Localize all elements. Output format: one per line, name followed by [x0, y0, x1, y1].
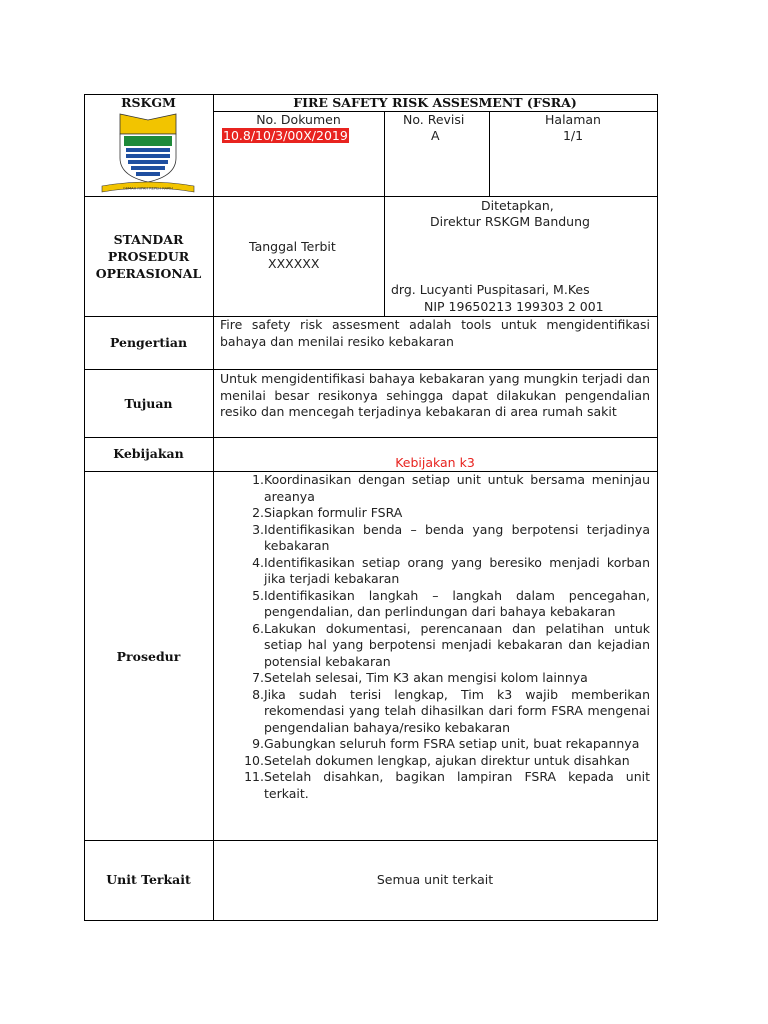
pengertian-label: Pengertian	[109, 335, 188, 350]
pengertian-text: Fire safety risk assesment adalah tools untuk mengidentifikasi bahaya dan menilai resiko kebakaran	[220, 317, 650, 349]
procedure-step-number: 5.	[252, 587, 264, 603]
procedure-step-text: Siapkan formulir FSRA	[264, 505, 403, 520]
issue-date-value: XXXXXX	[268, 256, 320, 271]
approver-nip: NIP 19650213 199303 2 001	[424, 299, 604, 314]
kebijakan-label: Kebijakan	[113, 446, 184, 461]
procedure-step	[220, 769, 650, 802]
unit-text: Semua unit terkait	[376, 872, 494, 887]
procedure-step-number: 2.	[252, 505, 264, 520]
approved-label: Ditetapkan,	[481, 198, 554, 213]
page-value: 1/1	[562, 128, 584, 143]
approver-name: drg. Lucyanti Puspitasari, M.Kes	[391, 282, 590, 297]
procedure-step-text: Identifikasikan langkah – langkah dalam pencegahan, pengendalian, dan perlindungan dari bahaya kebakaran	[264, 587, 650, 619]
kebijakan-text: Kebijakan k3	[395, 455, 475, 470]
procedure-step-text: Setelah selesai, Tim K3 akan mengisi kolom lainnya	[264, 670, 588, 685]
procedure-step-text: Gabungkan seluruh form FSRA setiap unit, buat rekapannya	[264, 736, 640, 751]
procedure-step	[220, 753, 650, 770]
procedure-step-text: Lakukan dokumentasi, perencanaan dan pelatihan untuk setiap hal yang berpotensi menjadi kebakaran dan kejadian potensial kebakaran	[264, 620, 650, 669]
procedure-step	[220, 588, 650, 621]
procedure-step	[220, 555, 650, 588]
procedure-step-number: 7.	[252, 670, 264, 685]
revision-label: No. Revisi	[403, 112, 465, 127]
sop-label-line2: PROSEDUR	[107, 249, 190, 264]
procedure-step-number: 11.	[244, 769, 264, 784]
procedure-step-text: Setelah dokumen lengkap, ajukan direktur untuk disahkan	[264, 752, 630, 768]
page-label: Halaman	[545, 112, 601, 127]
org-name: RSKGM	[121, 95, 176, 110]
procedure-step-number: 9.	[252, 736, 264, 751]
procedure-step-text: Jika sudah terisi lengkap, Tim k3 wajib memberikan rekomendasi yang telah dihasilkan dari form FSRA mengenai pengendalian bahaya/resiko kebakaran	[264, 686, 650, 735]
procedure-step-text: Identifikasikan benda – benda yang berpotensi terjadinya kebakaran	[264, 521, 650, 553]
issue-date-label: Tanggal Terbit	[249, 239, 336, 254]
tujuan-text: Untuk mengidentifikasi bahaya kebakaran yang mungkin terjadi dan menilai besar resikonya sehingga dapat dilakukan pengendalian resiko dan mencegah terjadinya kebakaran di area rumah sakit	[220, 371, 650, 419]
doc-number-label: No. Dokumen	[256, 112, 341, 127]
approver-title: Direktur RSKGM Bandung	[430, 214, 590, 229]
sop-label	[84, 231, 213, 282]
doc-number-value: 10.8/10/3/00X/2019	[223, 128, 348, 143]
procedure-step-number: 4.	[252, 554, 264, 570]
sop-label-line1: STANDAR	[113, 232, 184, 247]
unit-label: Unit Terkait	[106, 872, 191, 887]
procedure-step-number: 8.	[252, 686, 264, 702]
tujuan-label: Tujuan	[124, 396, 173, 411]
procedure-step-number: 1.	[252, 472, 264, 487]
prosedur-list	[220, 472, 650, 802]
logo-ribbon-text: GEMAH RIPAH REPEH RAPIH	[122, 186, 174, 191]
document-title: FIRE SAFETY RISK ASSESMENT (FSRA)	[293, 95, 577, 110]
procedure-step-number: 6.	[252, 620, 264, 636]
revision-value: A	[431, 128, 440, 143]
procedure-step-text: Identifikasikan setiap orang yang beresiko menjadi korban jika terjadi kebakaran	[264, 554, 650, 586]
procedure-step-number: 3.	[252, 521, 264, 537]
procedure-step-text: Setelah disahkan, bagikan lampiran FSRA kepada unit terkait.	[264, 769, 650, 801]
procedure-step	[220, 621, 650, 671]
procedure-step	[220, 687, 650, 737]
prosedur-label: Prosedur	[116, 649, 181, 664]
hospital-logo	[98, 110, 198, 194]
procedure-step	[220, 670, 650, 687]
procedure-step	[220, 736, 650, 753]
sop-label-line3: OPERASIONAL	[95, 266, 202, 281]
procedure-step-text: Koordinasikan dengan setiap unit untuk bersama meninjau areanya	[264, 472, 650, 504]
procedure-step	[220, 505, 650, 522]
procedure-step	[220, 472, 650, 505]
procedure-step	[220, 522, 650, 555]
procedure-step-number: 10.	[244, 752, 264, 768]
